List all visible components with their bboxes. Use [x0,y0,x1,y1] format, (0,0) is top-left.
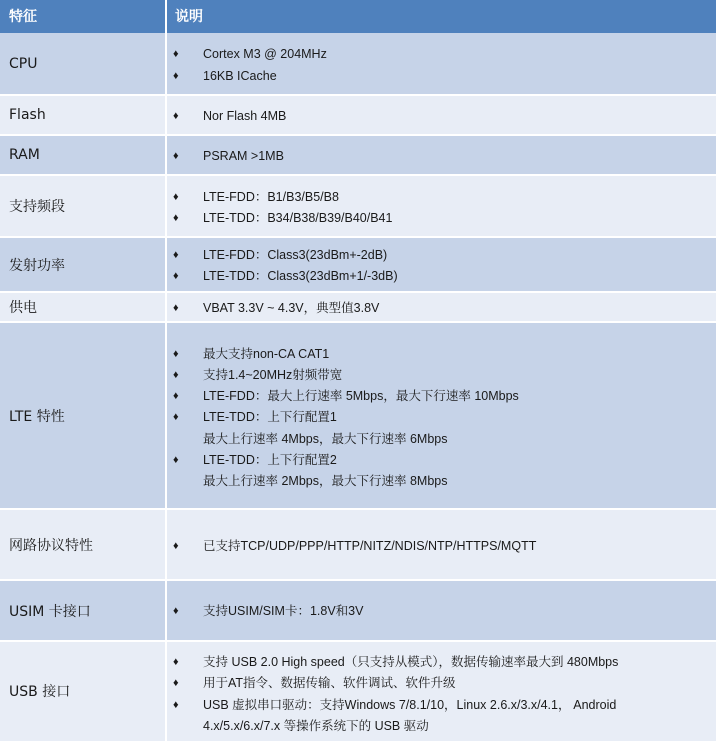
row-divider [0,291,716,293]
row-divider [0,321,716,323]
bullet-icon: ♦ [173,656,179,668]
bullet-icon: ♦ [173,212,179,224]
description-text: LTE-FDD：Class3(23dBm+-2dB) [203,248,388,262]
row-divider [0,134,716,136]
description-line [167,146,716,167]
feature-cell: 支持频段 [9,199,65,215]
description-line [167,344,716,365]
description-cell [167,135,716,175]
description-line [167,66,716,87]
table-row [0,175,716,237]
bullet-icon: ♦ [173,540,179,552]
description-line [167,429,716,450]
description-cell [167,641,716,741]
row-divider [0,174,716,176]
feature-cell: RAM [9,147,40,163]
description-line [167,298,716,319]
description-line [167,716,716,737]
description-line [167,365,716,386]
description-cell [167,237,716,292]
bullet-icon: ♦ [173,454,179,466]
bullet-icon: ♦ [173,677,179,689]
description-text: 支持 USB 2.0 High speed（只支持从模式），数据传输速率最大到 480Mbps [203,655,619,669]
description-text: 最大上行速率 4Mbps，最大下行速率 6Mbps [203,432,448,446]
description-line [167,106,716,127]
feature-cell: 网路协议特性 [9,537,93,554]
table-row [0,237,716,292]
description-line [167,44,716,65]
description-text: 已支持TCP/UDP/PPP/HTTP/NITZ/NDIS/NTP/HTTPS/MQTT [203,539,537,553]
bullet-icon: ♦ [173,390,179,402]
description-line [167,652,716,673]
table-row [0,95,716,135]
bullet-icon: ♦ [173,70,179,82]
header-divider [165,0,167,33]
description-text: 16KB ICache [203,69,277,83]
table-row [0,580,716,641]
table-header [0,0,716,33]
description-line [167,187,716,208]
feature-cell: 供电 [9,300,37,316]
bullet-icon: ♦ [173,699,179,711]
bullet-icon: ♦ [173,249,179,261]
description-text: 支持1.4~20MHz射频带宽 [203,368,343,382]
description-line [167,208,716,229]
bullet-icon: ♦ [173,302,179,314]
description-text: 用于AT指令、数据传输、软件调试、软件升级 [203,676,456,690]
description-text: LTE-TDD：B34/B38/B39/B40/B41 [203,211,393,225]
description-line [167,245,716,266]
description-line [167,450,716,471]
feature-cell: CPU [9,56,38,72]
description-line [167,386,716,407]
description-text: USB 虚拟串口驱动：支持Windows 7/8.1/10，Linux 2.6.x/3.x/4.1， Android [203,698,617,712]
table-row [0,509,716,580]
row-divider [0,579,716,581]
description-text: 4.x/5.x/6.x/7.x 等操作系统下的 USB 驱动 [203,719,429,733]
description-text: Cortex M3 @ 204MHz [203,47,327,61]
description-line [167,471,716,492]
bullet-icon: ♦ [173,48,179,60]
row-divider [0,236,716,238]
description-text: LTE-TDD：Class3(23dBm+1/-3dB) [203,269,398,283]
table-row [0,292,716,322]
description-text: LTE-TDD：上下行配置2 [203,453,337,467]
description-cell [167,509,716,580]
bullet-icon: ♦ [173,369,179,381]
feature-cell: Flash [9,107,46,123]
description-text: 支持USIM/SIM卡：1.8V和3V [203,604,364,618]
description-text: VBAT 3.3V ~ 4.3V，典型值3.8V [203,301,380,315]
description-line [167,266,716,287]
row-divider [0,508,716,510]
description-cell [167,175,716,237]
table-row [0,33,716,95]
feature-cell: 发射功率 [9,257,65,274]
description-cell [167,292,716,322]
description-text: LTE-TDD：上下行配置1 [203,410,337,424]
feature-cell: LTE 特性 [9,408,65,425]
bullet-icon: ♦ [173,605,179,617]
bullet-icon: ♦ [173,150,179,162]
description-line [167,673,716,694]
description-line [167,536,716,557]
table-row [0,322,716,509]
description-text: LTE-FDD：B1/B3/B5/B8 [203,190,339,204]
description-text: 最大上行速率 2Mbps，最大下行速率 8Mbps [203,474,448,488]
description-text: 最大支持non-CA CAT1 [203,347,330,361]
bullet-icon: ♦ [173,191,179,203]
description-cell [167,95,716,135]
bullet-icon: ♦ [173,411,179,423]
header-feature: 特征 [9,9,37,25]
description-line [167,695,716,716]
description-text: LTE-FDD：最大上行速率 5Mbps，最大下行速率 10Mbps [203,389,519,403]
feature-cell: USIM 卡接口 [9,603,91,620]
feature-cell: USB 接口 [9,684,71,700]
description-cell [167,580,716,641]
table-row [0,641,716,741]
bullet-icon: ♦ [173,110,179,122]
description-text: Nor Flash 4MB [203,109,287,123]
description-text: PSRAM >1MB [203,149,284,163]
table-row [0,135,716,175]
row-divider [0,94,716,96]
description-line [167,601,716,622]
header-description: 说明 [175,9,203,25]
description-cell [167,33,716,95]
bullet-icon: ♦ [173,348,179,360]
row-divider [0,640,716,642]
description-cell [167,322,716,509]
description-line [167,407,716,428]
bullet-icon: ♦ [173,270,179,282]
